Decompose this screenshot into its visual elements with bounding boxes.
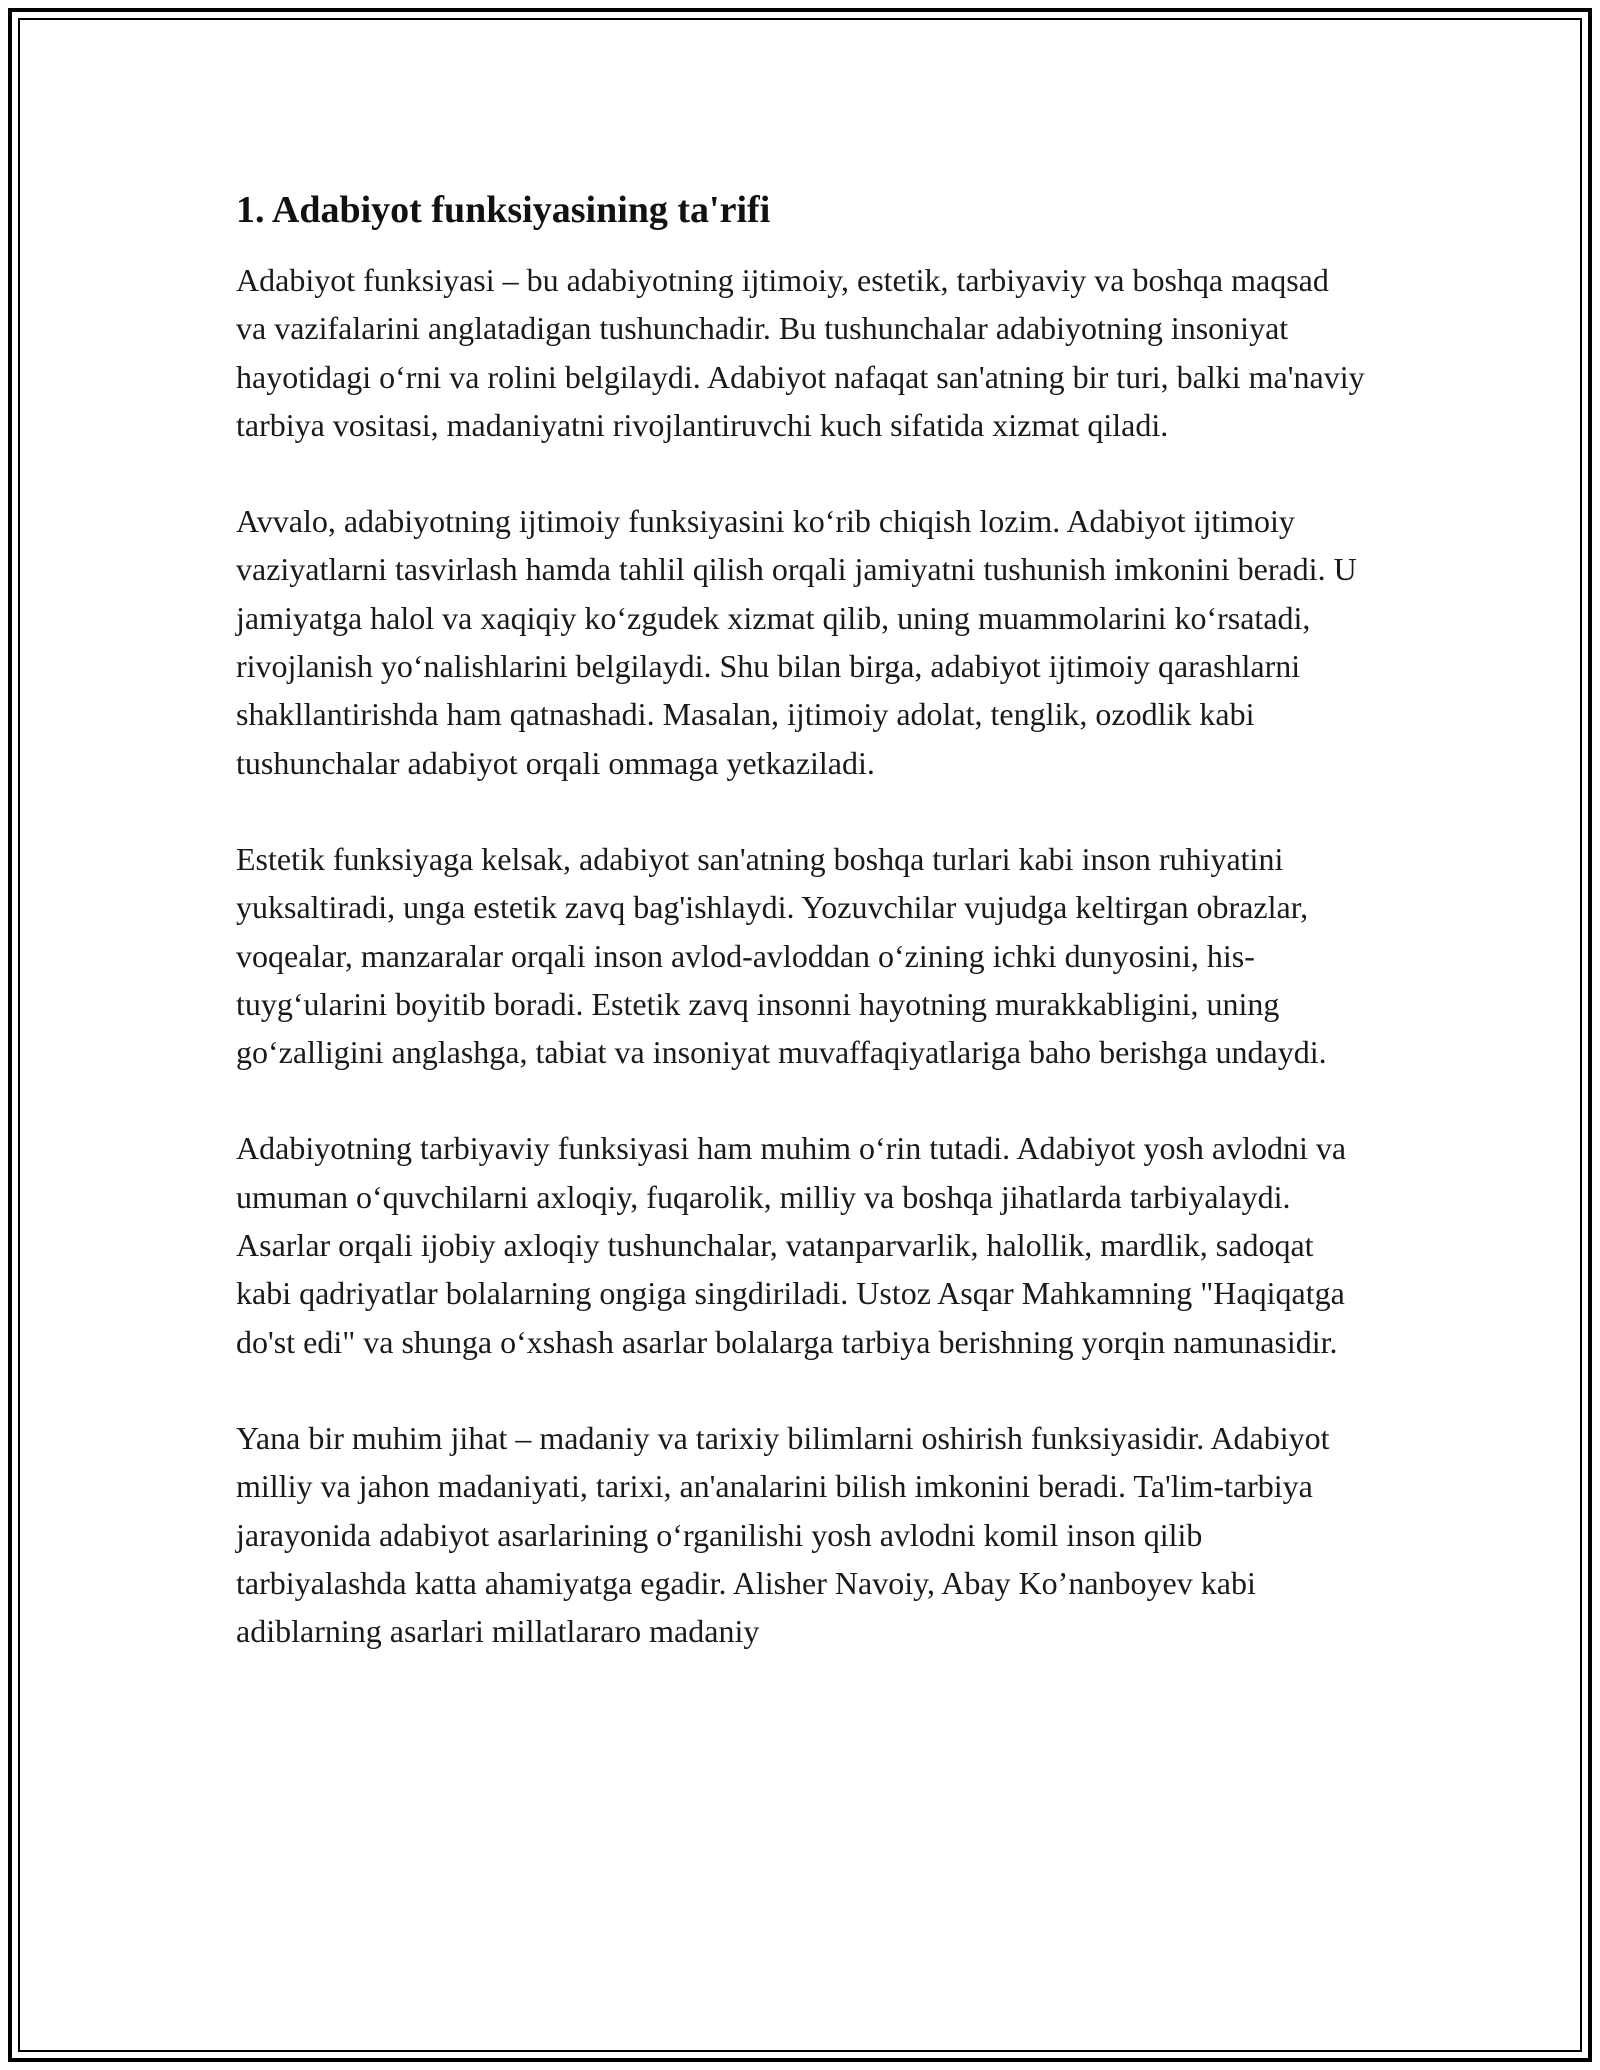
paragraph-social-function: Avvalo, adabiyotning ijtimoiy funksiyasini ko‘rib chiqish lozim. Adabiyot ijtimoiy vaziyatlarni tasvirlash hamda tahlil qilish orqali jamiyatni tushunish imkonini beradi. U jamiyatga halol va xaqiqiy ko‘zgudek xizmat qilib, uning muammolarini ko‘rsatadi, rivojlanish yo‘nalishlarini belgilaydi. Shu bilan birga, adabiyot ijtimoiy qarashlarni shakllantirishda ham qatnashadi. Masalan, ijtimoiy adolat, tenglik, ozodlik kabi tushunchalar adabiyot orqali ommaga yetkaziladi. <box>236 503 1357 781</box>
paragraph-definition: Adabiyot funksiyasi – bu adabiyotning ijtimoiy, estetik, tarbiyaviy va boshqa maqsad va vazifalarini anglatadigan tushunchadir. Bu tushunchalar adabiyotning insoniyat hayotidagi o‘rni va rolini belgilaydi. Adabiyot nafaqat san'atning bir turi, balki ma'naviy tarbiya vositasi, madaniyatni rivojlantiruvchi kuch sifatida xizmat qiladi. <box>236 262 1365 443</box>
section-heading: 1. Adabiyot funksiyasining ta'rifi <box>236 189 771 231</box>
paragraph-educational-function: Adabiyotning tarbiyaviy funksiyasi ham muhim o‘rin tutadi. Adabiyot yosh avlodni va umuman o‘quvchilarni axloqiy, fuqarolik, milliy va boshqa jihatlarda tarbiyalaydi. Asarlar orqali ijobiy axloqiy tushunchalar, vatanparvarlik, halollik, mardlik, sadoqat kabi qadriyatlar bolalarning ongiga singdiriladi. Ustoz Asqar Mahkamning "Haqiqatga do'st edi" va shunga o‘xshash asarlar bolalarga tarbiya berishning yorqin namunasidir. <box>236 1130 1347 1360</box>
document-body <box>236 186 1366 1703</box>
paragraph-aesthetic-function: Estetik funksiyaga kelsak, adabiyot san'atning boshqa turlari kabi inson ruhiyatini yuksaltiradi, unga estetik zavq bag'ishlaydi. Yozuvchilar vujudga keltirgan obrazlar, voqealar, manzaralar orqali inson avlod-avloddan o‘zining ichki dunyosini, his-tuyg‘ularini boyitib boradi. Estetik zavq insonni hayotning murakkabligini, uning go‘zalligini anglashga, tabiat va insoniyat muvaffaqiyatlariga baho berishga undaydi. <box>236 840 1327 1071</box>
paragraph-cultural-function: Yana bir muhim jihat – madaniy va tarixiy bilimlarni oshirish funksiyasidir. Adabiyot milliy va jahon madaniyati, tarixi, an'analarini bilish imkonini beradi. Ta'lim-tarbiya jarayonida adabiyot asarlarining o‘rganilishi yosh avlodni komil inson qilib tarbiyalashda katta ahamiyatga egadir. Alisher Navoiy, Abay Ko’nanboyev kabi adiblarning asarlari millatlararo madaniy <box>236 1419 1330 1650</box>
